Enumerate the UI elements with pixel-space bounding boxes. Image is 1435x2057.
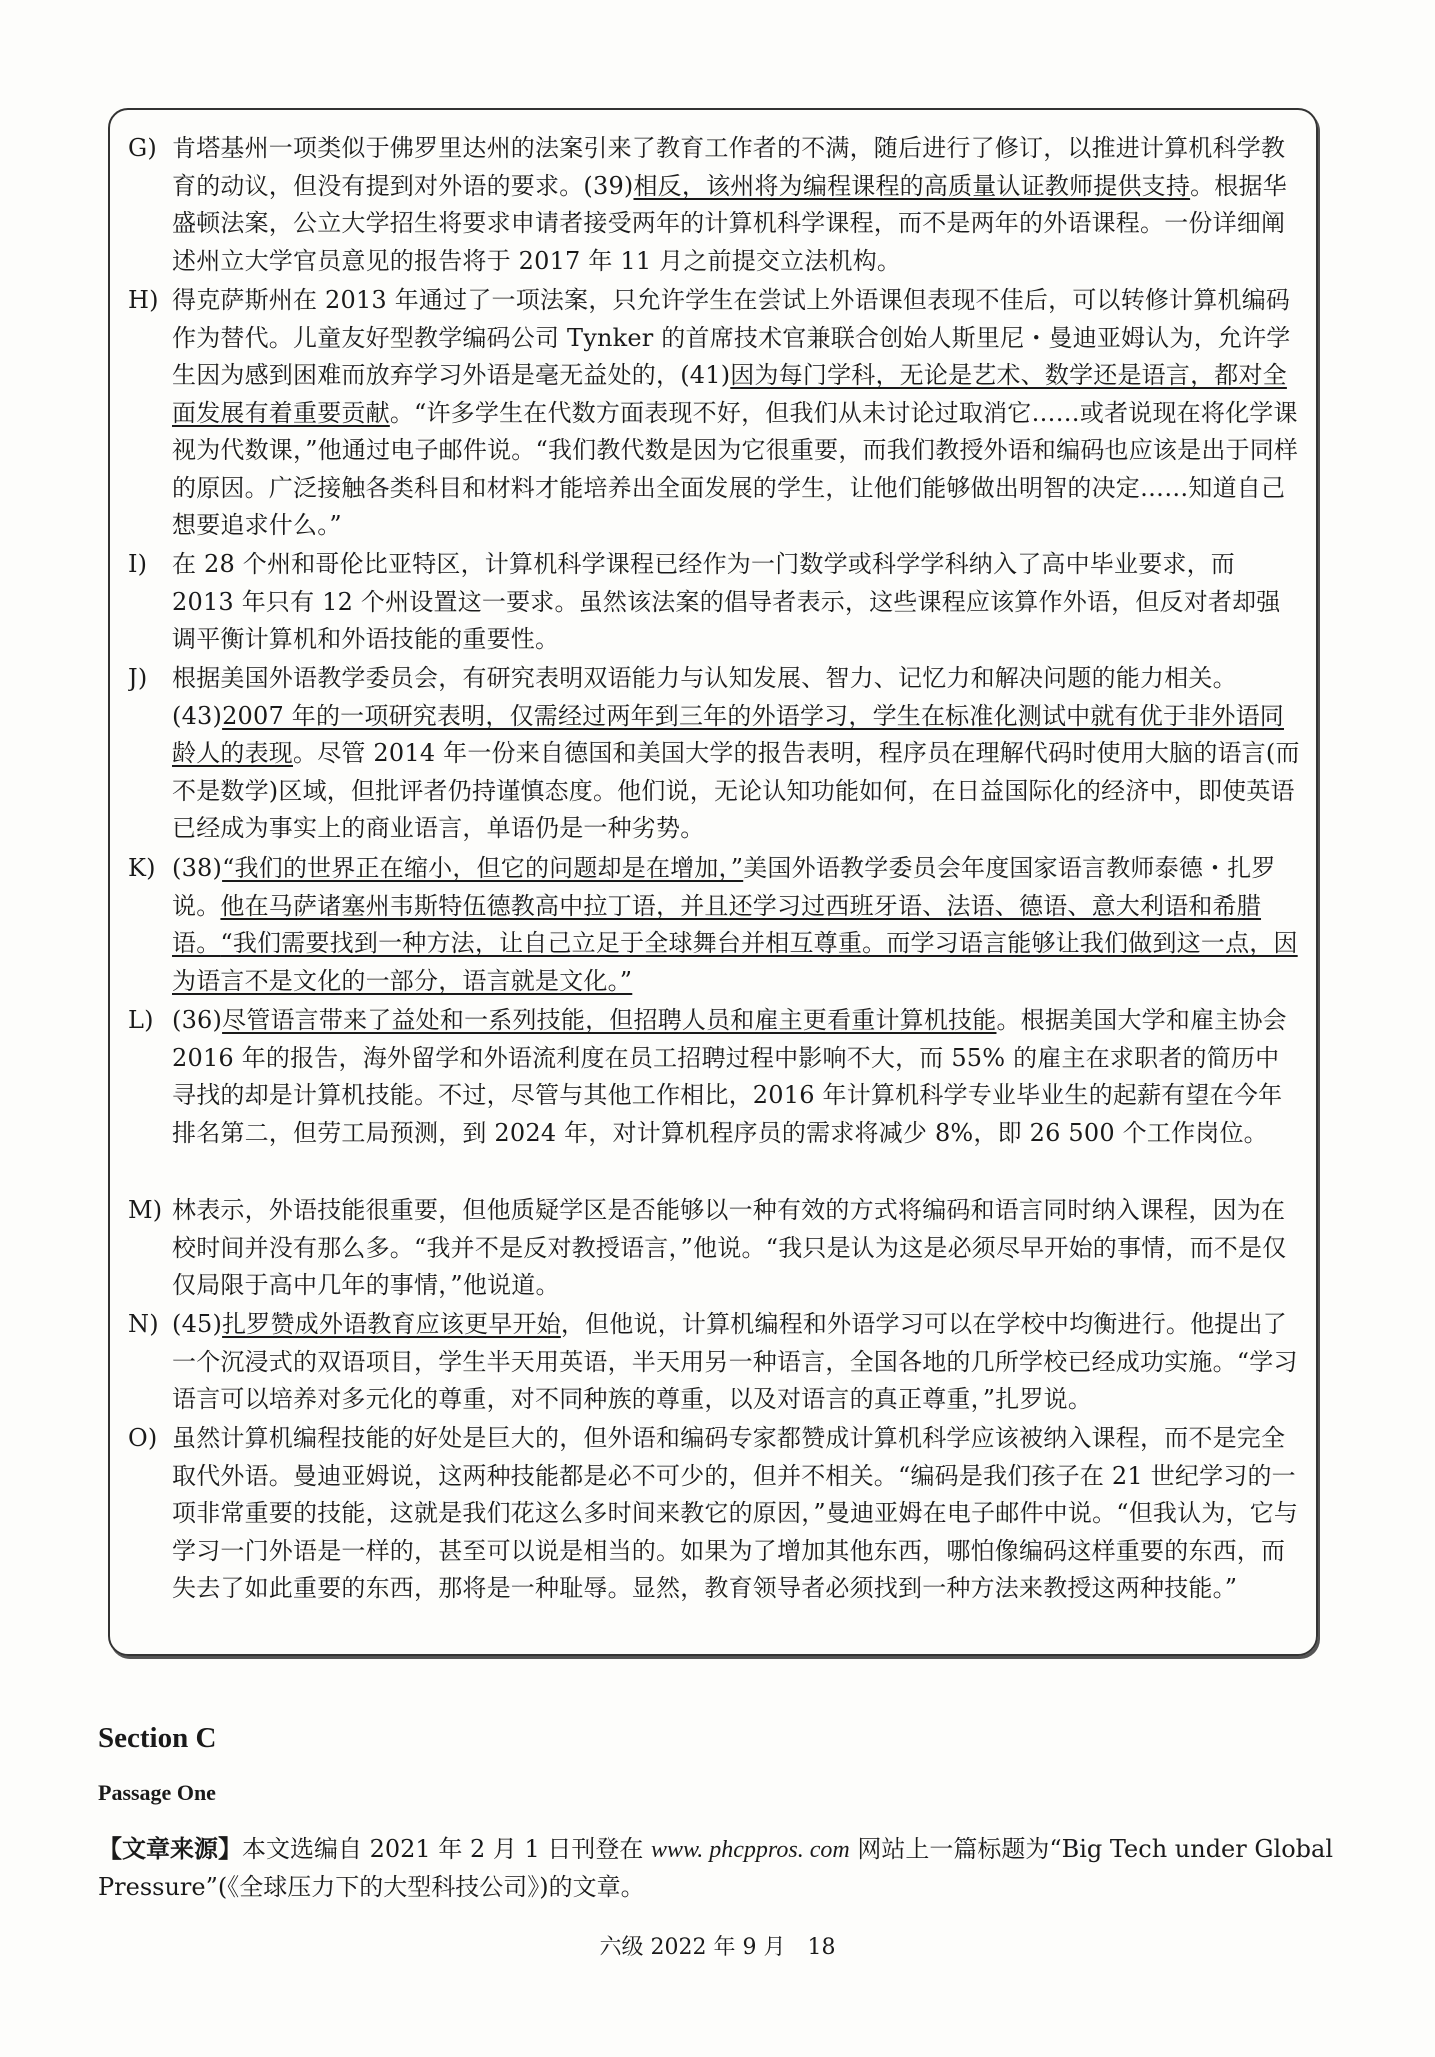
- underlined-answer-text: 相反，该州将为编程课程的高质量认证教师提供支持: [633, 171, 1191, 200]
- paragraph-text: 虽然计算机编程技能的好处是巨大的，但外语和编码专家都赞成计算机科学应该被纳入课程，而不是完全取代外语。曼迪亚姆说，这两种技能都是必不可少的，但并不相关。“编码是我们孩子在 21 世纪学习的一项非常重要的技能，这就是我们花这么多时间来教它的原因，”曼迪亚姆在电子邮件中说。“但我认为，它与学习一门外语是一样的，甚至可以说是相当的。如果为了增加其他东西，哪怕像编码这样重要的东西，而失去了如此重要的东西，那将是一种耻辱。显然，教育领导者必须找到一种方法来教授这两种技能。”: [172, 1424, 1299, 1602]
- paragraph-text: 肯塔基州一项类似于佛罗里达州的法案引来了教育工作者的不满，随后进行了修订，以推进计算机科学教育的动议，但没有提到对外语的要求。: [172, 134, 1286, 200]
- paragraph-label: N): [128, 1310, 159, 1338]
- paragraph-text: 。“许多学生在代数方面表现不好，但我们从未讨论过取消它……或者说现在将化学课视为代数课，”他通过电子邮件说。“我们教代数是因为它很重要，而我们教授外语和编码也应该是出于同样的原因。广泛接触各类科目和材料才能培养出全面发展的学生，让他们能够做出明智的决定……知道自己想要追求什么。”: [172, 398, 1299, 539]
- passage-title: Passage One: [98, 1780, 216, 1805]
- underlined-answer-text: 尽管语言带来了益处和一系列技能，但招聘人员和雇主更看重计算机技能: [222, 1006, 997, 1034]
- paragraph-n: [128, 1306, 1300, 1420]
- article-source: [98, 1830, 1358, 1906]
- paragraph-m: [128, 1192, 1300, 1306]
- underlined-answer-text: 2007 年的一项研究表明，仅需经过两年到三年的外语学习，学生在标准化测试中就有优于非外语同龄人的表现: [172, 701, 1284, 767]
- paragraph-label: G): [128, 134, 157, 162]
- question-number: (36): [172, 1006, 223, 1034]
- paragraph-o: [128, 1420, 1300, 1648]
- paragraph-g: [128, 130, 1300, 282]
- paragraph-text: 。尽管 2014 年一份来自德国和美国大学的报告表明，程序员在理解代码时使用大脑的语言(而不是数学)区域，但批评者仍持谨慎态度。他们说，无论认知功能如何，在日益国际化的经济中，即使英语已经成为事实上的商业语言，单语仍是一种劣势。: [172, 739, 1300, 842]
- paragraph-j: [128, 660, 1300, 850]
- question-number: (38): [172, 854, 223, 882]
- paragraph-text: 。根据美国大学和雇主协会 2016 年的报告，海外留学和外语流利度在员工招聘过程中影响不大，而 55% 的雇主在求职者的简历中寻找的却是计算机技能。不过，尽管与其他工作相比，2016 年计算机科学专业毕业生的起薪有望在今年排名第二，但劳工局预测，到 2024 年，对计算机程序员的需求将减少 8%，即 26 500 个工作岗位。: [172, 1006, 1287, 1147]
- paragraph-label: K): [128, 854, 156, 882]
- paragraph-label: J): [128, 664, 148, 692]
- paragraph-label: H): [128, 286, 159, 314]
- underlined-answer-text: 因为每门学科，无论是艺术、数学还是语言，都对全面发展有着重要贡献: [172, 361, 1287, 427]
- paragraph-text: 美国外语教学委员会年度国家语言教师泰德・扎罗说。: [172, 854, 1276, 920]
- underlined-text: “我们需要找到一种方法，让自己立足于全球舞台并相互尊重。而学习语言能够让我们做到这一点，因为语言不是文化的一部分，语言就是文化。”: [172, 929, 1298, 995]
- paragraph-h: [128, 282, 1300, 546]
- question-number: (39): [583, 171, 634, 200]
- paragraph-k: [128, 850, 1300, 1002]
- question-number: (43): [172, 701, 223, 730]
- paragraph-text: 根据美国外语教学委员会，有研究表明双语能力与认知发展、智力、记忆力和解决问题的能力相关。: [172, 664, 1237, 692]
- question-number: (41): [680, 361, 731, 389]
- page-footer: 六级 2022 年 9 月 18: [599, 1935, 836, 1960]
- source-text: 网站上一篇标题为“Big Tech under Global Pressure”(《全球压力下的大型科技公司》)的文章。: [98, 1835, 1334, 1901]
- source-text: 本文选编自 2021 年 2 月 1 日刊登在: [242, 1835, 652, 1863]
- question-number: (45): [172, 1310, 223, 1338]
- paragraph-text: 得克萨斯州在 2013 年通过了一项法案，只允许学生在尝试上外语课但表现不佳后，可以转修计算机编码作为替代。儿童友好型教学编码公司 Tynker 的首席技术官兼联合创始人斯里尼・曼迪亚姆认为，允许学生因为感到困难而放弃学习外语是毫无益处的，: [172, 286, 1291, 389]
- underlined-answer-text: “我们的世界正在缩小，但它的问题却是在增加，”: [222, 854, 744, 882]
- paragraph-text: 。根据华盛顿法案，公立大学招生将要求申请者接受两年的计算机科学课程，而不是两年的外语课程。一份详细阐述州立大学官员意见的报告将于 2017 年 11 月之前提交立法机构。: [172, 171, 1287, 275]
- section-title: Section C: [98, 1722, 217, 1754]
- paragraph-label: L): [128, 1006, 154, 1034]
- paragraph-label: O): [128, 1424, 158, 1452]
- paragraph-label: M): [128, 1196, 163, 1224]
- paragraph-text: ，但他说，计算机编程和外语学习可以在学校中均衡进行。他提出了一个沉浸式的双语项目，学生半天用英语，半天用另一种语言，全国各地的几所学校已经成功实施。“学习语言可以培养对多元化的尊重，对不同种族的尊重，以及对语言的真正尊重，”扎罗说。: [172, 1310, 1298, 1413]
- underlined-text: 他在马萨诸塞州韦斯特伍德教高中拉丁语，并且还学习过西班牙语、法语、德语、意大利语和希腊语。: [172, 891, 1262, 957]
- source-website: www. phcppros. com: [651, 1837, 850, 1863]
- paragraph-i: [128, 546, 1300, 660]
- paragraph-text: 林表示，外语技能很重要，但他质疑学区是否能够以一种有效的方式将编码和语言同时纳入课程，因为在校时间并没有那么多。“我并不是反对教授语言，”他说。“我只是认为这是必须尽早开始的事情，而不是仅仅局限于高中几年的事情，”他说道。: [172, 1196, 1287, 1299]
- underlined-answer-text: 扎罗赞成外语教育应该更早开始: [222, 1310, 561, 1338]
- source-label: 【文章来源】: [98, 1834, 242, 1863]
- paragraph-label: I): [128, 550, 148, 578]
- paragraph-l: [128, 1002, 1300, 1192]
- paragraph-text: 在 28 个州和哥伦比亚特区，计算机科学课程已经作为一门数学或科学学科纳入了高中毕业要求，而 2013 年只有 12 个州设置这一要求。虽然该法案的倡导者表示，这些课程应该算作外语，但反对者却强调平衡计算机和外语技能的重要性。: [172, 550, 1281, 653]
